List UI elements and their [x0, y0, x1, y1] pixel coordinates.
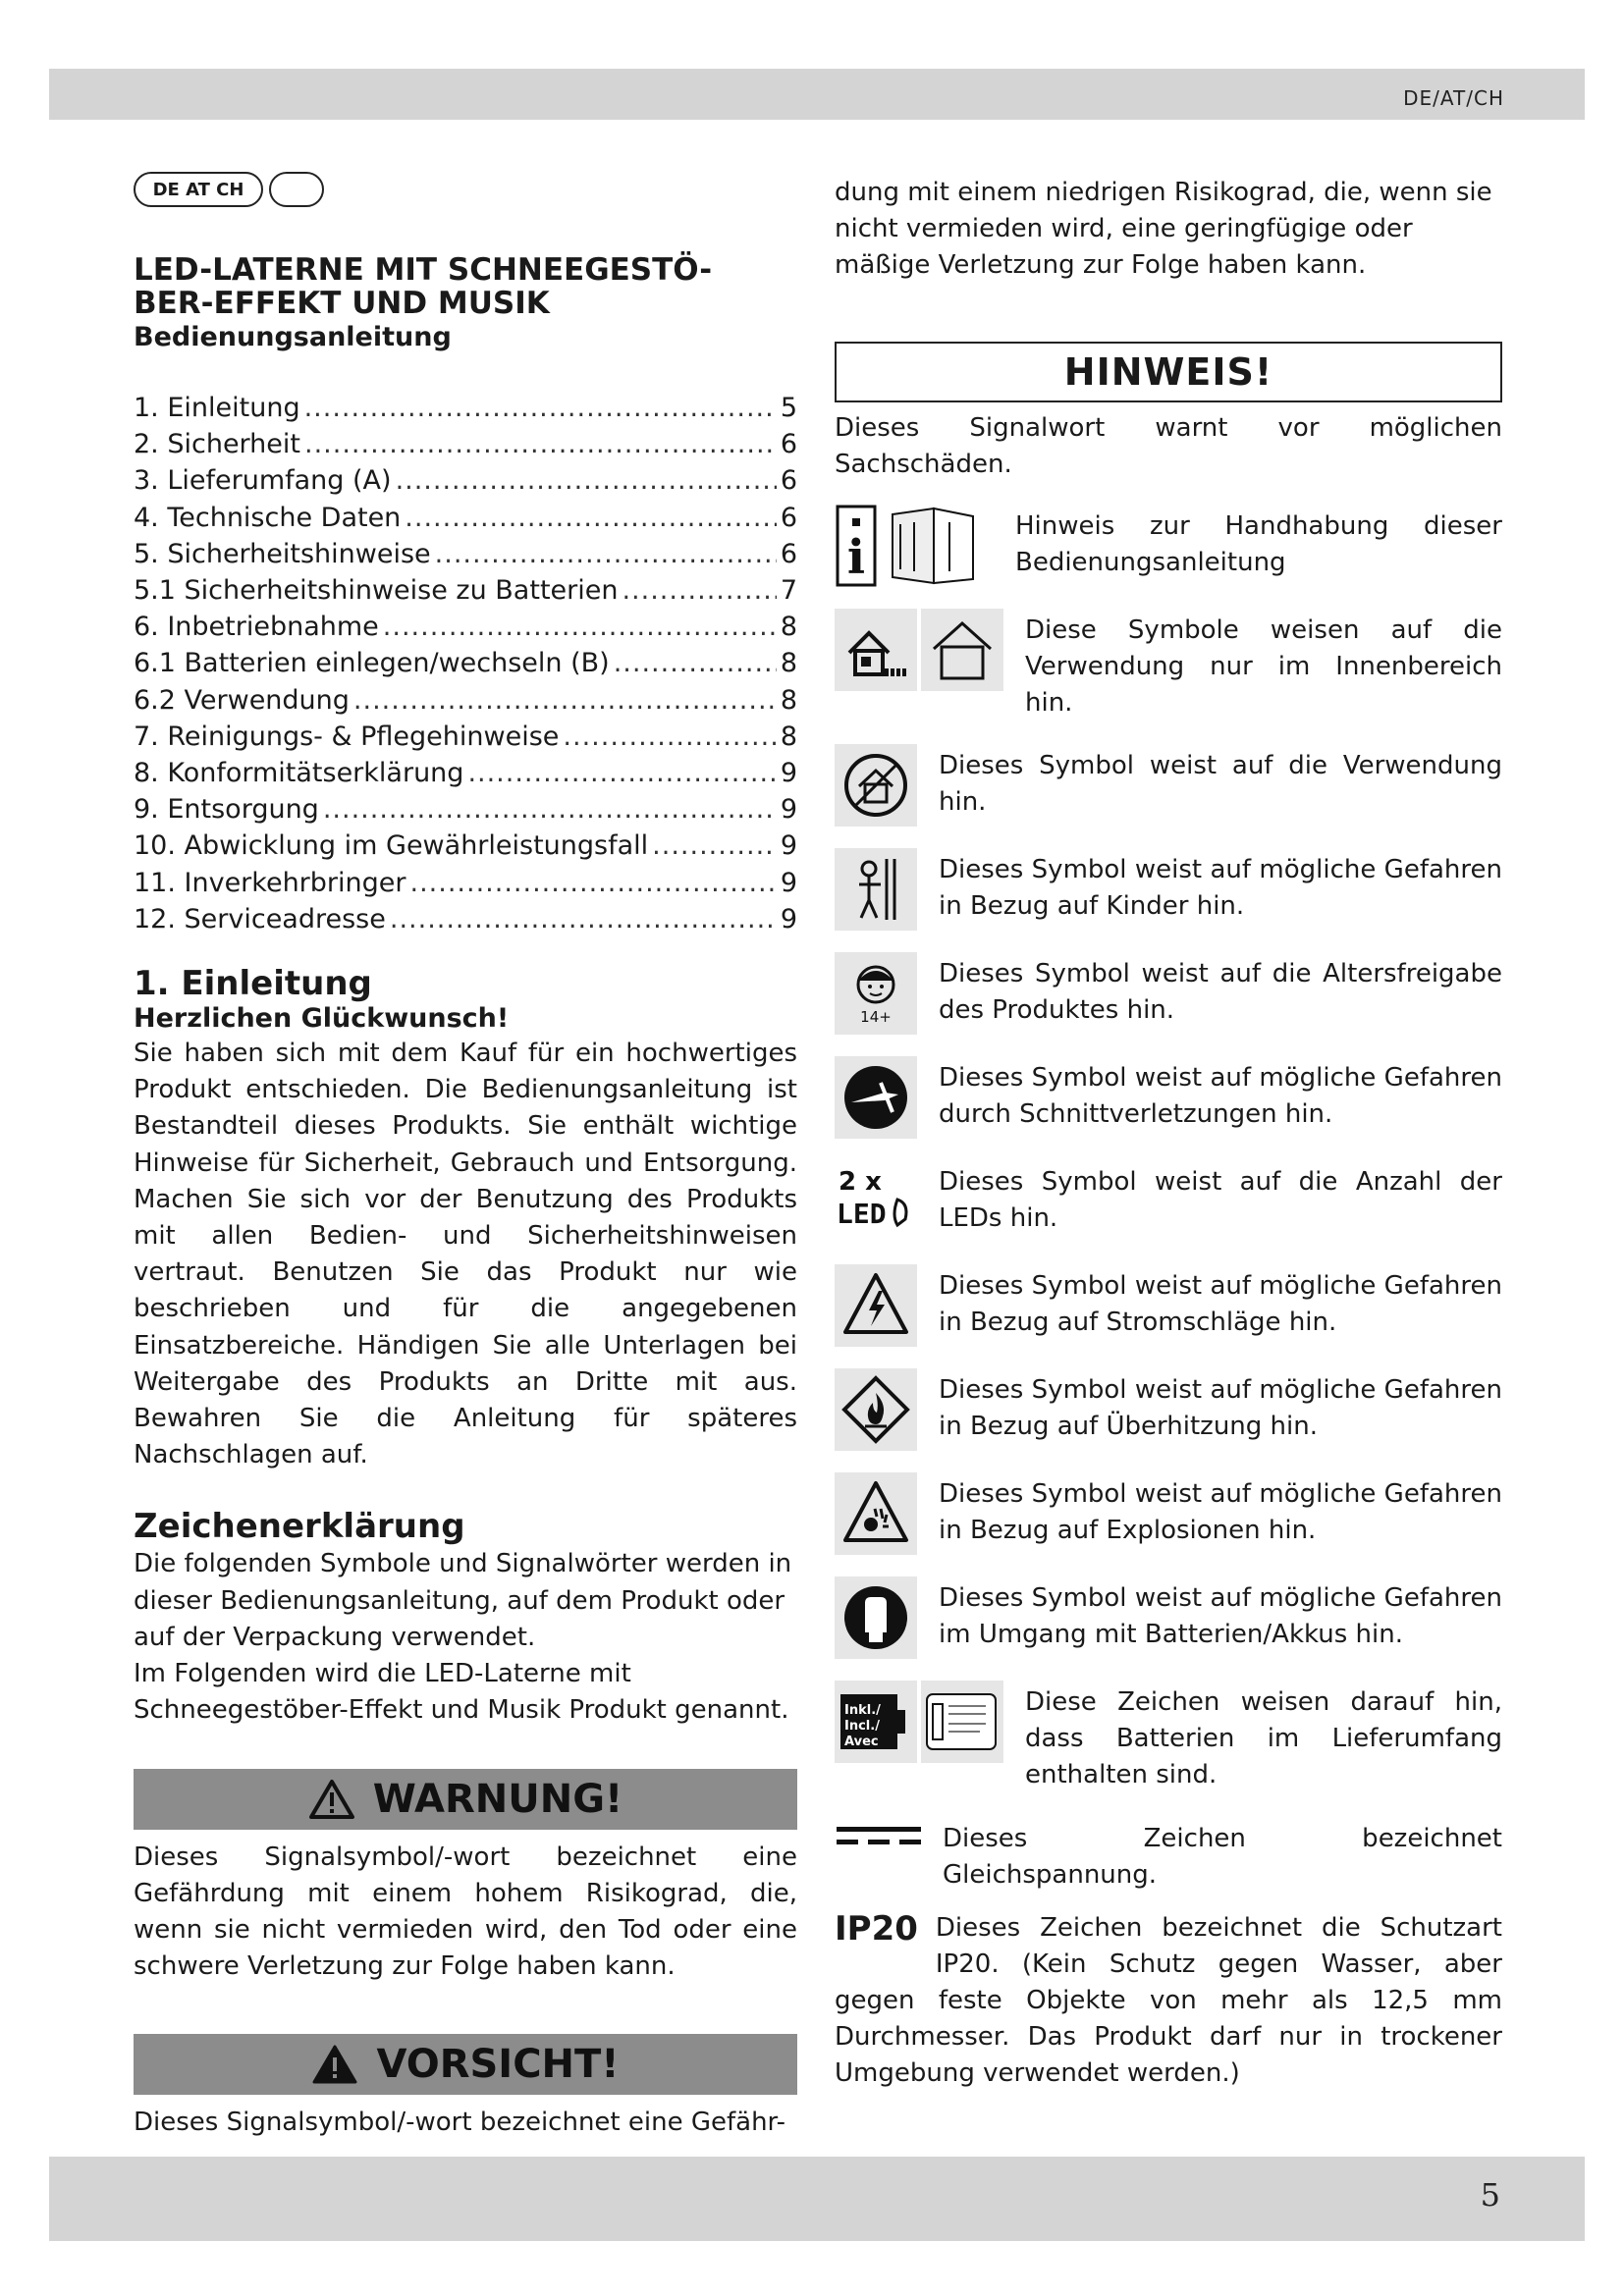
symbol-description: Dieses Symbol weist auf mögliche Gefahren im Umgang mit Batterien/Akkus hin.	[939, 1582, 1502, 1649]
legend-text-2: Im Folgenden wird die LED-Laterne mit Schneegestöber-Effekt und Musik Produkt genannt.	[134, 1659, 789, 1726]
document-title	[134, 253, 797, 320]
child-hazard-icon	[835, 848, 917, 931]
toc-entry[interactable]: 9. Entsorgung ..... 9	[134, 791, 797, 828]
symbol-description: Dieses Symbol weist auf mögliche Gefahren in Bezug auf Stromschläge hin.	[939, 1270, 1502, 1337]
vorsicht-text-continued: dung mit einem niedrigen Risikograd, die, wenn sie nicht vermieden wird, eine geringfügige oder mäßige Verletzung zur Folge haben kann.	[835, 178, 1492, 281]
hinweis-text: Dieses Signalwort warnt vor möglichen Sachschäden.	[835, 412, 1502, 479]
toc-entry[interactable]: 6.2 Verwendung ..... 8	[134, 682, 797, 719]
age-14-icon	[835, 952, 917, 1035]
title-line-1: LED-LATERNE MIT SCHNEEGESTÖ-	[134, 252, 713, 288]
symbol-entry	[835, 1056, 1502, 1139]
symbol-entry	[835, 609, 1502, 722]
symbol-entry	[835, 505, 1502, 587]
overheating-icon	[835, 1368, 917, 1451]
ip20-icon: IP20	[835, 1908, 918, 1949]
title-line-2: BER-EFFEKT UND MUSIK	[134, 286, 550, 321]
table-of-contents	[134, 390, 797, 937]
svg-text:Avec: Avec	[844, 1734, 879, 1749]
intro-text: Sie haben sich mit dem Kauf für ein hochwertiges Produkt entschieden. Die Bedienungsanleitung ist Bestandteil dieses Produkts. Sie enthält wichtige Hinweise für Sicherheit, Gebrauch und Entsorgung. Machen Sie sich vor der Benutzung des Produkts mit allen Bedien- und Sicherheitshinweisen vertraut. Benutzen Sie das Produkt nur wie beschrieben und für die angegebenen Einsatzbereiche. Händigen Sie alle Unterlagen bei Weitergabe des Produkts an Dritte mit aus. Bewahren Sie die Anleitung für späteres Nachschlagen auf.	[134, 1039, 797, 1470]
symbol-description: Dieses Zeichen bezeichnet Gleichspannung.	[943, 1824, 1502, 1891]
empty-country-badge	[269, 172, 324, 207]
symbol-entry	[835, 1910, 1502, 2093]
right-column	[835, 175, 1502, 2093]
language-badges	[134, 167, 797, 212]
svg-text:Inkl./: Inkl./	[844, 1702, 881, 1718]
page-number: 5	[1480, 2176, 1500, 2214]
toc-entry[interactable]: 8. Konformitätserklärung ..... 9	[134, 755, 797, 791]
left-column	[134, 167, 797, 2142]
legend-heading: Zeichenerklärung	[134, 1507, 465, 1547]
symbol-entry	[835, 952, 1502, 1035]
country-badge: DE AT CH	[134, 172, 263, 207]
caution-triangle-icon	[311, 2044, 358, 2085]
symbol-entry	[835, 1576, 1502, 1659]
age-label: 14+	[860, 1007, 892, 1026]
electric-shock-icon	[835, 1264, 917, 1347]
symbol-entry	[835, 1264, 1502, 1347]
vorsicht-banner	[134, 2034, 797, 2095]
toc-entry[interactable]: 10. Abwicklung im Gewährleistungsfall ..... 9	[134, 828, 797, 864]
toc-entry[interactable]: 4. Technische Daten ..... 6	[134, 500, 797, 536]
toc-entry[interactable]: 1. Einleitung ..... 5	[134, 390, 797, 426]
footer-bar	[49, 2157, 1585, 2241]
toc-entry[interactable]: 6.1 Batterien einlegen/wechseln (B) ..... 8	[134, 645, 797, 681]
batteries-included-icon	[835, 1681, 917, 1763]
symbol-entry	[835, 1681, 1502, 1794]
battery-hazard-icon	[835, 1576, 917, 1659]
cut-hazard-icon	[835, 1056, 917, 1139]
document-subtitle: Bedienungsanleitung	[134, 322, 452, 352]
toc-entry[interactable]: 7. Reinigungs- & Pflegehinweise ..... 8	[134, 719, 797, 755]
toc-entry[interactable]: 2. Sicherheit ..... 6	[134, 426, 797, 462]
symbol-description: Dieses Symbol weist auf die Altersfreigabe des Produktes hin.	[939, 958, 1502, 1025]
toc-entry[interactable]: 11. Inverkehrbringer ..... 9	[134, 865, 797, 901]
explosion-icon	[835, 1472, 917, 1555]
warning-triangle-icon	[308, 1779, 355, 1820]
svg-text:LED: LED	[837, 1197, 887, 1230]
svg-text:2 x: 2 x	[839, 1166, 882, 1197]
toc-entry[interactable]: 6. Inbetriebnahme ..... 8	[134, 609, 797, 645]
indoor-use-icon	[835, 609, 917, 691]
house-icon	[921, 609, 1003, 691]
symbol-description: Diese Symbole weisen auf die Verwendung nur im Innenbereich hin.	[1025, 615, 1502, 719]
symbol-entry	[835, 848, 1502, 931]
symbol-description: Diese Zeichen weisen darauf hin, dass Batterien im Lieferumfang enthalten sind.	[1025, 1686, 1502, 1790]
symbol-entry	[835, 1160, 1502, 1243]
symbol-description: Dieses Zeichen bezeichnet die Schutzart IP20. (Kein Schutz gegen Wasser, aber gegen feste Objekte von mehr als 12,5 mm Durchmesser. Das Produkt darf nur in trockener Umgebung verwendet werden.)	[835, 1912, 1502, 2089]
region-label: DE/AT/CH	[1403, 86, 1504, 110]
symbol-description: Dieses Symbol weist auf die Verwendung hin.	[939, 750, 1502, 817]
symbol-entry	[835, 1821, 1502, 1894]
legend-text-1: Die folgenden Symbole und Signalwörter werden in dieser Bedienungsanleitung, auf dem Produkt oder auf der Verpackung verwendet.	[134, 1549, 792, 1652]
warnung-word: WARNUNG!	[372, 1776, 623, 1822]
symbol-description: Dieses Symbol weist auf mögliche Gefahren in Bezug auf Explosionen hin.	[939, 1478, 1502, 1545]
hinweis-banner: HINWEIS!	[835, 342, 1502, 402]
symbol-description: Hinweis zur Handhabung dieser Bedienungsanleitung	[1015, 511, 1502, 578]
battery-label-icon	[921, 1681, 1003, 1763]
symbol-description: Dieses Symbol weist auf die Anzahl der LEDs hin.	[939, 1166, 1502, 1233]
intro-heading: 1. Einleitung	[134, 964, 372, 1004]
symbol-description: Dieses Symbol weist auf mögliche Gefahren durch Schnittverletzungen hin.	[939, 1062, 1502, 1129]
header-bar	[49, 69, 1585, 120]
symbol-description: Dieses Symbol weist auf mögliche Gefahren in Bezug auf Kinder hin.	[939, 854, 1502, 921]
vorsicht-word: VORSICHT!	[376, 2042, 620, 2088]
usage-icon	[835, 744, 917, 827]
info-manual-icon	[835, 505, 994, 587]
intro-subheading: Herzlichen Glückwunsch!	[134, 1003, 510, 1035]
vorsicht-text-start: Dieses Signalsymbol/-wort bezeichnet eine Gefähr-	[134, 2108, 785, 2138]
toc-entry[interactable]: 3. Lieferumfang (A) ..... 6	[134, 462, 797, 499]
svg-text:i: i	[846, 530, 866, 586]
led-count-icon	[835, 1160, 917, 1243]
dc-voltage-icon	[835, 1821, 929, 1850]
warnung-text: Dieses Signalsymbol/-wort bezeichnet eine Gefährdung mit einem hohem Risikograd, die, wenn sie nicht vermieden wird, den Tod oder eine schwere Verletzung zur Folge haben kann.	[134, 1842, 797, 1982]
toc-entry[interactable]: 5.1 Sicherheitshinweise zu Batterien ..... 7	[134, 572, 797, 609]
symbol-description: Dieses Symbol weist auf mögliche Gefahren in Bezug auf Überhitzung hin.	[939, 1374, 1502, 1441]
warnung-banner	[134, 1769, 797, 1830]
svg-text:Incl./: Incl./	[844, 1718, 880, 1734]
symbol-entry	[835, 744, 1502, 827]
symbol-entry	[835, 1472, 1502, 1555]
toc-entry[interactable]: 12. Serviceadresse ..... 9	[134, 901, 797, 937]
toc-entry[interactable]: 5. Sicherheitshinweise ..... 6	[134, 536, 797, 572]
symbol-entry	[835, 1368, 1502, 1451]
